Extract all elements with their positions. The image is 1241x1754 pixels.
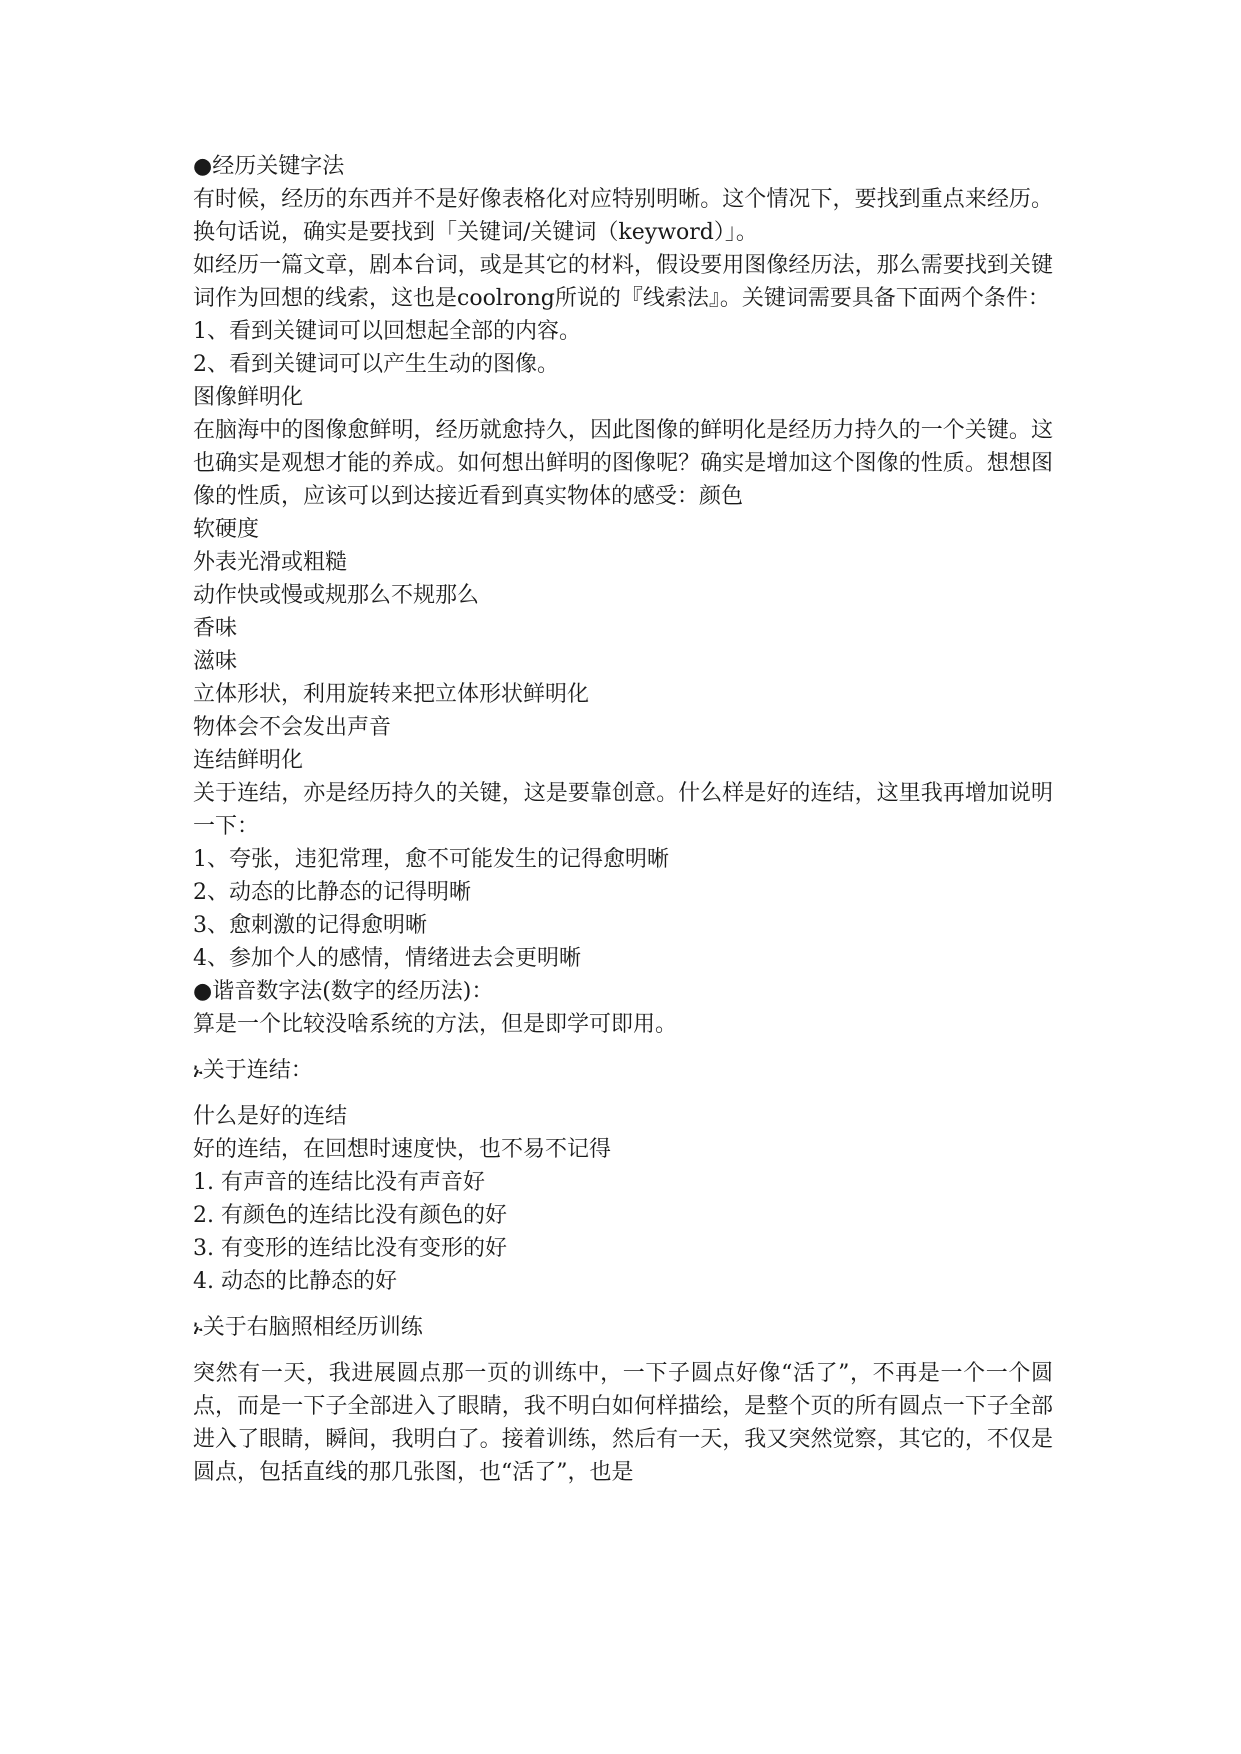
paragraph-right-brain: 突然有一天，我进展圆点那一页的训练中，一下子圆点好像“活了”，不再是一个一个圆点，而是一下子全部进入了眼睛，我不明白如何样描绘，是整个页的所有圆点一下子全部进入了眼睛，瞬间，我明白了。接着训练，然后有一天，我又突然觉察，其它的，不仅是圆点，包括直线的那几张图，也“活了”，也是 <box>193 1361 1053 1485</box>
list-item: 动作快或慢或规那么不规那么 <box>193 583 480 608</box>
section-heading-text: 关于连结： <box>202 1058 313 1083</box>
document-page <box>193 150 1053 1489</box>
list-item: 滋味 <box>193 649 238 674</box>
paragraph-link-vivid: 关于连结，亦是经历持久的关键，这是要靠创意。什么样是好的连结，这里我再增加说明一下： <box>193 781 1053 839</box>
list-item: 1、夸张，违犯常理，愈不可能发生的记得愈明晰 <box>193 847 669 872</box>
list-item: 4. 动态的比静态的好 <box>193 1269 397 1294</box>
paragraph-image-vivid: 在脑海中的图像愈鲜明，经历就愈持久，因此图像的鲜明化是经历力持久的一个关键。这也确实是观想才能的养成。如何想出鲜明的图像呢？确实是增加这个图像的性质。想想图像的性质，应该可以到达接近看到真实物体的感受：颜色 <box>193 418 1053 509</box>
list-item: 立体形状，利用旋转来把立体形状鲜明化 <box>193 682 590 707</box>
bullet-mark-icon: ኑ <box>193 1058 203 1082</box>
section-title-homophone-method: ●谐音数字法(数字的经历法)： <box>193 979 494 1004</box>
subheading-link-vivid: 连结鲜明化 <box>193 748 304 773</box>
list-item: 好的连结，在回想时速度快，也不易不记得 <box>193 1137 612 1162</box>
list-item: 2. 有颜色的连结比没有颜色的好 <box>193 1203 507 1228</box>
list-item: 3、愈刺激的记得愈明晰 <box>193 913 427 938</box>
bullet-mark-icon: ኑ <box>193 1315 203 1339</box>
list-item: 2、动态的比静态的记得明晰 <box>193 880 471 905</box>
list-item: 外表光滑或粗糙 <box>193 550 348 575</box>
paragraph-keyword-usage: 如经历一篇文章，剧本台词，或是其它的材料，假设要用图像经历法，那么需要找到关键词作为回想的线索，这也是coolrong所说的『线索法』。关键词需要具备下面两个条件： <box>193 253 1053 311</box>
list-item: 香味 <box>193 616 238 641</box>
paragraph-homophone: 算是一个比较没啥系统的方法，但是即学可即用。 <box>193 1012 678 1037</box>
list-item: 软硬度 <box>193 517 260 542</box>
section-heading-right-brain <box>193 1311 1053 1344</box>
list-item: 物体会不会发出声音 <box>193 715 392 740</box>
list-item: 1. 有声音的连结比没有声音好 <box>193 1170 485 1195</box>
list-item: 什么是好的连结 <box>193 1104 348 1129</box>
section-heading-about-links <box>193 1054 1053 1087</box>
list-item: 2、看到关键词可以产生生动的图像。 <box>193 352 559 377</box>
section-title-keyword-method: ●经历关键字法 <box>193 154 345 179</box>
section-heading-text: 关于右脑照相经历训练 <box>202 1315 423 1340</box>
list-item: 4、参加个人的感情，情绪进去会更明晰 <box>193 946 581 971</box>
list-item: 3. 有变形的连结比没有变形的好 <box>193 1236 507 1261</box>
paragraph-keyword-intro: 有时候，经历的东西并不是好像表格化对应特别明晰。这个情况下，要找到重点来经历。换句话说，确实是要找到「关键词/关键词（keyword）」。 <box>193 187 1053 245</box>
list-item: 1、看到关键词可以回想起全部的内容。 <box>193 319 581 344</box>
subheading-image-vivid: 图像鲜明化 <box>193 385 304 410</box>
